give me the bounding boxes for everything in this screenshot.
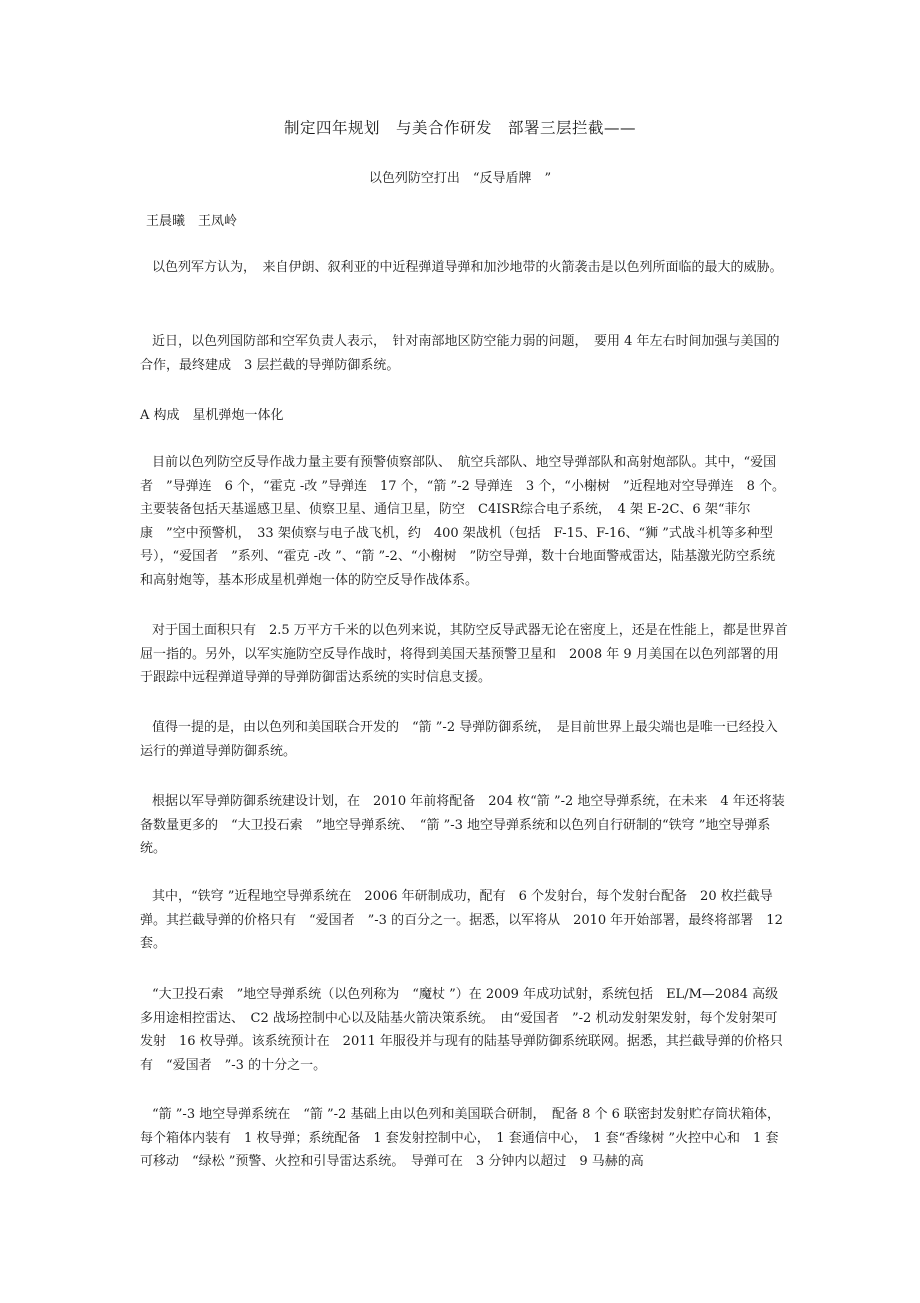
- paragraph-2: [140, 330, 788, 377]
- paragraph-text: 以色列军方认为， 来自伊朗、叙利亚的中近程弹道导弹和加沙地带的火箭袭击是以色列所面临的最大的威胁。: [152, 260, 783, 275]
- section-heading: A 构成 星机弹炮一体化: [140, 408, 284, 423]
- paragraph-text: “箭 ”-3 地空导弹系统在 “箭 ”-2 基础上由以色列和美国联合研制， 配备 8 个 6 联密封发射贮存筒状箱体，每个箱体内装有 1 枚导弹；系统配备 1 套发射控制中心， 1 套通信中心， 1 套“香缘树 ”火控中心和 1 套可移动 “绿松 ”预警、火控和引导雷达系统。 导弹可在 3 分钟内以超过 9 马赫的高: [140, 1107, 781, 1169]
- article-subtitle: 以色列防空打出 “反导盾牌 ”: [368, 171, 552, 186]
- paragraph-7: [140, 885, 788, 956]
- article-title: 制定四年规划 与美合作研发 部署三层拦截——: [283, 119, 636, 137]
- paragraph-text: 值得一提的是，由以色列和美国联合开发的 “箭 ”-2 导弹防御系统， 是目前世界上最尖端也是唯一已经投入运行的弹道导弹防御系统。: [140, 720, 778, 759]
- article-authors: 王晨曦 王凤岭: [146, 214, 238, 229]
- paragraph-text: 根据以军导弹防御系统建设计划，在 2010 年前将配备 204 枚“箭 ”-2 地空导弹系统，在未来 4 年还将装备数量更多的 “大卫投石索 ”地空导弹系统、 “箭 ”-3 地空导弹系统和以色列自行研制的“铁穹 ”地空导弹系统。: [140, 794, 785, 856]
- paragraph-4: [140, 619, 788, 690]
- paragraph-text: 近日，以色列国防部和空军负责人表示， 针对南部地区防空能力弱的问题， 要用 4 年左右时间加强与美国的合作，最终建成 3 层拦截的导弹防御系统。: [140, 334, 780, 373]
- paragraph-5: [140, 716, 788, 763]
- paragraph-text: 对于国土面积只有 2.5 万平方千米的以色列来说，其防空反导武器无论在密度上，还是在性能上，都是世界首屈一指的。另外，以军实施防空反导作战时，将得到美国天基预警卫星和 2008 年 9 月美国在以色列部署的用于跟踪中远程弹道导弹的导弹防御雷达系统的实时信息支援。: [140, 623, 788, 685]
- paragraph-text: “大卫投石索 ”地空导弹系统（以色列称为 “魔杖 ”）在 2009 年成功试射，系统包括 EL/M—2084 高级多用途相控雷达、 C2 战场控制中心以及陆基火箭决策系统。 由“爱国者 ”-2 机动发射架发射，每个发射架可发射 16 枚导弹。该系统预计在 2011 年服役并与现有的陆基导弹防御系统联网。据悉，其拦截导弹的价格只有 “爱国者 ”-3 的十分之一。: [140, 987, 783, 1073]
- paragraph-1: [140, 256, 788, 280]
- paragraph-text: 其中，“铁穹 ”近程地空导弹系统在 2006 年研制成功，配有 6 个发射台，每个发射台配备 20 枚拦截导弹。其拦截导弹的价格只有 “爱国者 ”-3 的百分之一。据悉，以军将从 2010 年开始部署，最终将部署 12 套。: [140, 889, 783, 951]
- paragraph-3: [140, 451, 788, 592]
- paragraph-text: 目前以色列防空反导作战力量主要有预警侦察部队、 航空兵部队、地空导弹部队和高射炮部队。其中，“爱国者 ”导弹连 6 个，“霍克 -改 ”导弹连 17 个，“箭 ”-2 导弹连 3 个，“小榭树 ”近程地对空导弹连 8 个。主要装备包括天基遥感卫星、侦察卫星、通信卫星，防空 C4ISR综合电子系统， 4 架 E-2C、6 架“菲尔康 ”空中预警机， 33 架侦察与电子战飞机，约 400 架战机（包括 F-15、F-16、“狮 ”式战斗机等多种型号），“爱国者 ”系列、“霍克 -改 ”、“箭 ”-2、“小榭树 ”防空导弹，数十台地面警戒雷达，陆基激光防空系统和高射炮等，基本形成星机弹炮一体的防空反导作战体系。: [140, 455, 785, 588]
- paragraph-9: [140, 1103, 788, 1174]
- paragraph-8: [140, 983, 788, 1077]
- paragraph-6: [140, 790, 788, 861]
